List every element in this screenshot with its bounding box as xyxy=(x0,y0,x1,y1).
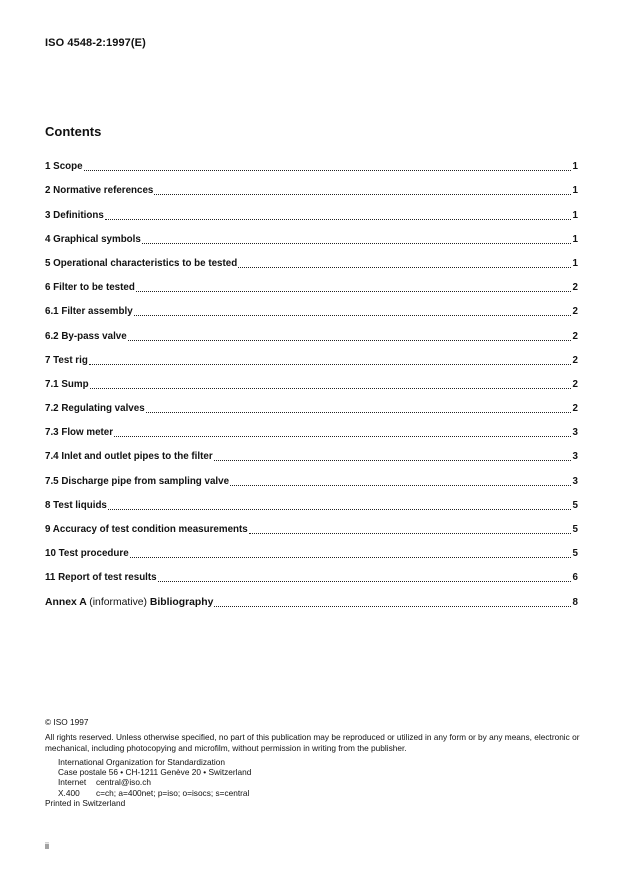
toc-entry-page: 2 xyxy=(572,403,578,415)
dot-leader xyxy=(158,581,571,582)
toc-entry-title: 11 Report of test results xyxy=(45,572,157,584)
annex-title: Bibliography xyxy=(149,596,214,608)
toc-entry-title: 4 Graphical symbols xyxy=(45,233,141,245)
dot-leader xyxy=(108,509,571,510)
toc-entry-page: 3 xyxy=(572,427,578,439)
toc-entry-page: 8 xyxy=(572,596,578,608)
toc-entry[interactable] xyxy=(45,150,578,174)
dot-leader xyxy=(105,219,571,220)
dot-leader xyxy=(214,606,570,607)
toc-entry[interactable] xyxy=(45,440,578,464)
dot-leader xyxy=(134,315,571,316)
dot-leader xyxy=(238,267,570,268)
toc-entry-title: 7 Test rig xyxy=(45,354,88,366)
dot-leader xyxy=(136,291,571,292)
toc-entry[interactable] xyxy=(45,464,578,488)
dot-leader xyxy=(154,194,570,195)
toc-entry-title: 7.4 Inlet and outlet pipes to the filter xyxy=(45,451,213,463)
contents-heading: Contents xyxy=(45,124,102,139)
toc-entry[interactable] xyxy=(45,537,578,561)
dot-leader xyxy=(142,243,571,244)
postal-address: Case postale 56 • CH-1211 Genève 20 • Switzerland xyxy=(58,767,252,778)
toc-entry-title: 7.1 Sump xyxy=(45,378,89,390)
toc-entry-title: 2 Normative references xyxy=(45,185,154,197)
toc-entry-page: 1 xyxy=(572,233,578,245)
toc-entry-page: 2 xyxy=(572,354,578,366)
toc-entry[interactable] xyxy=(45,271,578,295)
copyright-block xyxy=(45,717,585,808)
toc-entry[interactable] xyxy=(45,174,578,198)
toc-entry-title: 6.2 By-pass valve xyxy=(45,330,127,342)
dot-leader xyxy=(214,460,571,461)
dot-leader xyxy=(146,412,571,413)
toc-entry-page: 2 xyxy=(572,282,578,294)
toc-entry-page: 5 xyxy=(572,548,578,560)
toc-entry-title: 6.1 Filter assembly xyxy=(45,306,133,318)
x400-label: X.400 xyxy=(58,787,80,798)
page-number: ii xyxy=(45,841,49,851)
toc-entry-page: 6 xyxy=(572,572,578,584)
toc-entry[interactable] xyxy=(45,416,578,440)
x400-address: c=ch; a=400net; p=iso; o=isocs; s=central xyxy=(96,787,250,798)
dot-leader xyxy=(249,533,571,534)
toc-entry[interactable] xyxy=(45,368,578,392)
toc-entry-annex-a[interactable] xyxy=(45,585,578,609)
dot-leader xyxy=(114,436,570,437)
toc-entry-page: 5 xyxy=(572,499,578,511)
toc-entry-title: 9 Accuracy of test condition measurements xyxy=(45,524,248,535)
dot-leader xyxy=(230,485,571,486)
dot-leader xyxy=(84,170,571,171)
copyright-notice: © ISO 1997 xyxy=(45,717,89,727)
toc-entry-title: 7.5 Discharge pipe from sampling valve xyxy=(45,475,230,487)
rights-statement: All rights reserved. Unless otherwise specified, no part of this publication may be reproduced or utilized in any form or by any means, electronic or mechanical, including photocopying and microfilm, without permission in writing from the publisher. xyxy=(45,732,580,753)
printed-in: Printed in Switzerland xyxy=(45,798,126,809)
toc-entry-title: 5 Operational characteristics to be tested xyxy=(45,257,238,269)
toc-entry[interactable] xyxy=(45,513,578,537)
toc-entry-title: 10 Test procedure xyxy=(45,548,129,560)
toc-entry[interactable] xyxy=(45,561,578,585)
toc-entry[interactable] xyxy=(45,319,578,343)
toc-entry-page: 1 xyxy=(572,257,578,269)
publisher-address xyxy=(45,757,585,798)
toc-entry-page: 5 xyxy=(572,524,578,535)
toc-entry-page: 1 xyxy=(572,161,578,173)
internet-row xyxy=(58,777,585,787)
annex-qualifier: (informative) xyxy=(89,596,148,608)
toc-entry[interactable] xyxy=(45,392,578,416)
dot-leader xyxy=(89,364,571,365)
document-header: ISO 4548-2:1997(E) xyxy=(45,37,146,49)
dot-leader xyxy=(90,388,571,389)
toc-entry-title: 1 Scope xyxy=(45,161,83,173)
toc-entry-page: 3 xyxy=(572,475,578,487)
toc-entry-title: 7.3 Flow meter xyxy=(45,427,114,439)
toc-entry[interactable] xyxy=(45,223,578,247)
toc-entry-page: 1 xyxy=(572,185,578,197)
toc-entry[interactable] xyxy=(45,295,578,319)
toc-entry-title: 8 Test liquids xyxy=(45,499,107,511)
toc-entry[interactable] xyxy=(45,344,578,368)
toc-entry[interactable] xyxy=(45,247,578,271)
toc-entry[interactable] xyxy=(45,489,578,513)
internet-address: central@iso.ch xyxy=(96,777,151,788)
toc-entry-title: 7.2 Regulating valves xyxy=(45,403,145,415)
toc-entry-title: 3 Definitions xyxy=(45,209,104,221)
toc-entry-page: 2 xyxy=(572,306,578,318)
toc-entry-page: 2 xyxy=(572,378,578,390)
dot-leader xyxy=(130,557,571,558)
toc-entry-title: 6 Filter to be tested xyxy=(45,282,135,294)
dot-leader xyxy=(128,340,571,341)
x400-row xyxy=(58,788,585,798)
toc-annex-title xyxy=(45,596,213,610)
organization-name: International Organization for Standardization xyxy=(58,756,225,767)
annex-label: Annex A xyxy=(45,596,87,608)
toc-entry-page: 3 xyxy=(572,451,578,463)
toc-entry-page: 2 xyxy=(572,330,578,342)
toc-entry[interactable] xyxy=(45,198,578,222)
toc-entry-page: 1 xyxy=(572,209,578,221)
internet-label: Internet xyxy=(58,777,87,788)
table-of-contents xyxy=(45,150,578,610)
